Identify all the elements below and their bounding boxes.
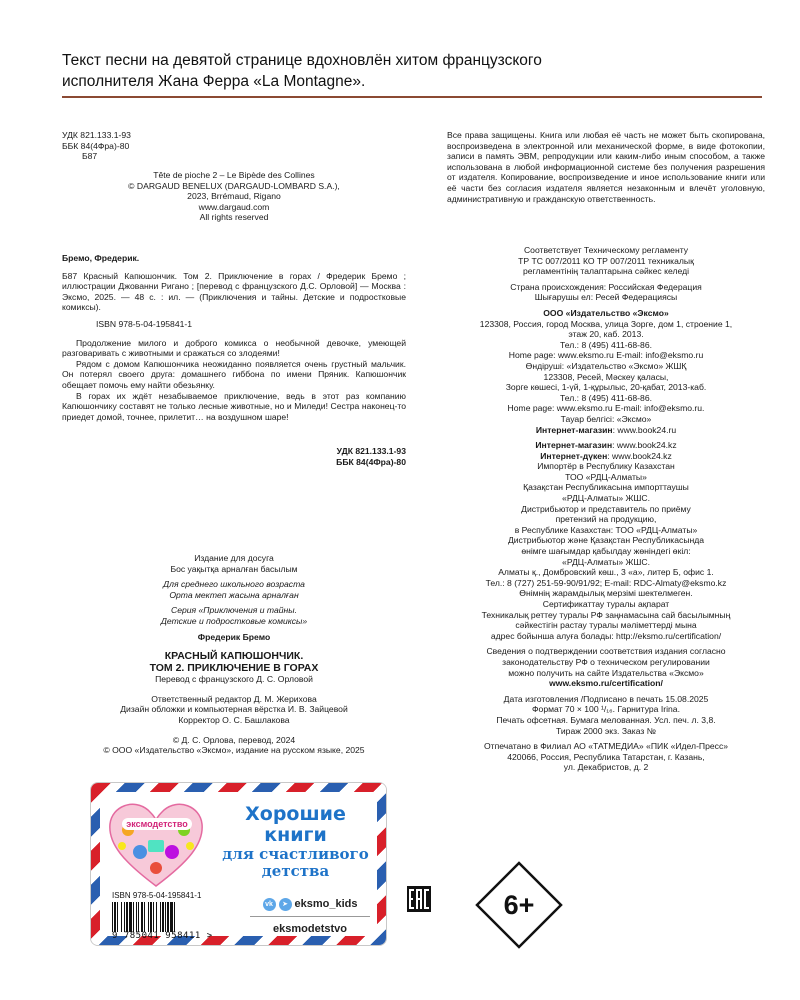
social-row-2 — [240, 919, 380, 939]
book-title-2: ТОМ 2. ПРИКЛЮЧЕНИЕ В ГОРАХ — [149, 661, 319, 674]
publisher-kz-address-1: 123308, Ресей, Мәскеу қаласы, — [543, 371, 669, 382]
rights-notice: Все права защищены. Книга или любая её часть не может быть скопирована, воспроизведена в электронной или механической форме, в виде фотокопии, записи в память ЭВМ, репродукции или каким-либо иным способом, а также использована в любой информационной системе без получения разрешения от издателя. Копирование, воспроизведение и иное использование книги или её части без согласия издателя является незаконным и влечёт уголовную, административную и гражданскую ответственность. — [447, 130, 765, 204]
brand-label: эксмодетство — [122, 818, 192, 830]
annotation-paragraph-1: Продолжение милого и доброго комикса о необычной девочке, умеющей разговаривать с животными и сражаться со злодеями! — [62, 337, 406, 359]
catalog-block — [62, 253, 406, 422]
publisher-phone: Тел.: 8 (495) 411-68-86. — [560, 339, 652, 350]
sticker-inner — [100, 792, 377, 941]
regulation-line-3: регламентінің талаптарына сәйкес келеді — [523, 266, 689, 277]
corrector-credit: Корректор О. С. Башлакова — [178, 714, 290, 725]
print-spec: Печать офсетная. Бумага мелованная. Усл. печ. л. 3,8. — [496, 714, 716, 725]
barcode — [112, 902, 230, 932]
catalog-entry: Б87 Красный Капюшончик. Том 2. Приключение в горах / Фредерик Бремо ; иллюстрации Джованни Ригано ; [перевод с французского Д.С. Орловой] — Москва : Эксмо, 2025. — 48 с. : ил. — (Приключения и тайны. Детские и подростковые комиксы). — [62, 270, 406, 313]
printer-1: Отпечатано в Филиал АО «ТАТМЕДИА» «ПИК «Идел-Пресс» — [483, 741, 729, 752]
leisure-label-kz: Бос уақытқа арналған басылым — [170, 563, 298, 574]
cert-heading: Сертификаттау туралы ақпарат — [542, 599, 670, 609]
slogan-line-3: для счастливого — [222, 845, 369, 863]
bbk-code: ББК 84(4Фра)-80 — [62, 140, 130, 151]
slogan-line-1: Хорошие — [245, 803, 346, 825]
slogan — [218, 804, 373, 880]
almaty-phone: Тел.: 8 (727) 251-59-90/91/92; E-mail: RDC-Almaty@eksmo.kz — [485, 577, 727, 588]
barcode-bar — [174, 902, 175, 932]
classification-block — [62, 130, 406, 162]
publisher-kz-address-2: Зорге көшесі, 1-үй, 1-құрылыс, 20-қабат, 2013-каб. — [505, 382, 707, 393]
author-name: Фредерик Бремо — [197, 631, 271, 642]
trademark: Тауар белгісі: «Эксмо» — [560, 413, 652, 424]
intro-note — [62, 50, 762, 92]
conformity-3: можно получить на сайте Издательства «Эксмо» — [508, 667, 704, 678]
shop-kz: Интернет-магазин: www.book24.kz — [535, 440, 677, 451]
author-mark: Б87 — [82, 151, 98, 162]
promo-sticker — [90, 782, 387, 946]
heart-icon — [104, 796, 208, 892]
intro-line-1: Текст песни на девятой странице вдохновлён хитом французского — [62, 52, 542, 69]
original-site: www.dargaud.com — [198, 201, 270, 212]
imprint-block — [62, 553, 406, 756]
publisher-web-2: Home page: www.eksmo.ru E-mail: info@eksmo.ru. — [507, 403, 705, 414]
conformity-1: Сведения о подтверждении соответствия издания согласно — [486, 646, 726, 657]
intro-line-2: исполнителя Жана Ферра «La Montagne». — [62, 73, 366, 90]
eac-mark-icon — [407, 886, 431, 912]
original-title: Tête de pioche 2 – Le Bipède des Collines — [153, 170, 315, 180]
slogan-line-2: книги — [264, 824, 327, 846]
origin-country-kz: Шығарушы ел: Ресей Федерациясы — [534, 292, 678, 303]
heart-logo — [104, 796, 208, 892]
copyright-publisher: © ООО «Издательство «Эксмо», издание на русском языке, 2025 — [103, 745, 365, 756]
distributor-4: Дистрибьютор және Қазақстан Республикасында — [507, 535, 705, 546]
publisher-address-2: этаж 20, каб. 2013. — [568, 329, 644, 340]
social-handle-2: eksmodetstvo — [273, 923, 347, 935]
social-handle-1: eksmo_kids — [294, 898, 358, 910]
telegram-icon: ➤ — [279, 898, 292, 911]
importer-2: ТОО «РДЦ-Алматы» — [565, 471, 647, 482]
classification-repeat — [62, 446, 406, 467]
shop-ru: Интернет-магазин: www.book24.ru — [535, 424, 677, 435]
importer-1: Импортёр в Республику Казахстан — [537, 461, 675, 472]
conformity-2: законодательству РФ о техническом регулировании — [502, 656, 710, 667]
distributor-5: өнімге шағымдар қабылдау жөніндегі өкіл: — [521, 546, 691, 557]
publisher-info-block — [447, 245, 765, 773]
distributor-1: Дистрибьютор и представитель по приёму — [521, 503, 691, 514]
publisher-kz: Өндіруші: «Издательство «Эксмо» ЖШҚ — [525, 360, 687, 371]
annotation-paragraph-3: В горах их ждёт незабываемое приключение, ведь в этот раз компанию Капюшончику составят не только лесные животные, но и Миледи! Сестра наконец-то приедет домой, точнее, прилетит… на воздушном шаре! — [62, 390, 406, 422]
udk-code-2: УДК 821.133.1-93 — [336, 446, 406, 456]
vk-icon: vk — [263, 898, 276, 911]
production-date: Дата изготовления /Подписано в печать 15.08.2025 — [503, 693, 709, 704]
annotation-paragraph-2: Рядом с домом Капюшончика неожиданно появляется очень грустный мальчик. Он потерял своего друга: домашнего гиббона по имени Пряник. Капюшончик обещает помочь ему найти обезьянку. — [62, 358, 406, 390]
cert-line-2: Техникалық реттеу туралы РФ заңнамасына сай басылымның — [481, 609, 731, 620]
editor-credit: Ответственный редактор Д. М. Жерихова — [151, 693, 317, 704]
eac-icon — [407, 886, 431, 912]
almaty-address: Алматы қ., Домбровский көш., 3 «а», литер Б, офис 1. — [498, 567, 714, 578]
publisher-address-1: 123308, Россия, город Москва, улица Зорге, дом 1, строение 1, — [479, 318, 733, 329]
origin-country: Страна происхождения: Российская Федерация — [510, 281, 702, 292]
age-group-kz: Орта мектеп жасына арналған — [169, 589, 299, 600]
barcode-isbn: ISBN 978-5-04-195841-1 — [112, 891, 202, 900]
barcode-block — [112, 891, 232, 941]
print-run: Тираж 2000 экз. Заказ № — [556, 725, 656, 736]
series-line-2: Детские и подростковые комиксы» — [160, 615, 308, 626]
social-block — [240, 894, 380, 939]
original-rights: All rights reserved — [199, 212, 269, 223]
age-rating — [474, 860, 564, 950]
regulation-line-1: Соответствует Техническому регламенту — [523, 245, 689, 255]
conformity-link: www.eksmo.ru/certification/ — [549, 678, 663, 689]
udk-code: УДК 821.133.1-93 — [62, 130, 131, 140]
publisher-phone-2: Тел.: 8 (495) 411-68-86. — [560, 392, 652, 403]
original-year: 2023, Brrémaud, Rigano — [187, 191, 281, 202]
book-title-1: КРАСНЫЙ КАПЮШОНЧИК. — [164, 650, 304, 663]
copyright-translation: © Д. С. Орлова, перевод, 2024 — [172, 734, 296, 745]
publisher-name: ООО «Издательство «Эксмо» — [543, 307, 669, 318]
original-edition-block — [62, 170, 406, 223]
regulation-line-2: ТР ТС 007/2011 КО ТР 007/2011 техникалық — [518, 255, 694, 266]
distributor-2: претензий на продукцию, — [555, 514, 657, 525]
distributor-6: «РДЦ-Алматы» ЖШС. — [562, 556, 650, 567]
importer-3: Қазақстан Республикасына импорттаушы — [523, 482, 689, 493]
shop-kz-2: Интернет-дүкен: www.book24.kz — [540, 450, 672, 461]
validity-note: Өнімнің жарамдылық мерзімі шектелмеген. — [519, 588, 693, 599]
designer-credit: Дизайн обложки и компьютерная вёрстка И. В. Зайцевой — [120, 704, 348, 715]
divider-rule — [62, 96, 762, 98]
slogan-line-4: детства — [261, 862, 330, 880]
author-heading: Бремо, Фредерик. — [62, 253, 140, 263]
format-line: Формат 70 × 100 ¹/₁₆. Гарнитура Irina. — [532, 704, 680, 715]
original-copyright: © DARGAUD BENELUX (DARGAUD-LOMBARD S.A.), — [128, 180, 340, 191]
age-group: Для среднего школьного возраста — [163, 579, 305, 590]
cert-line-4: адрес бойынша алуға болады: http://eksmo.ru/certification/ — [490, 630, 722, 641]
printer-3: ул. Декабристов, д. 2 — [563, 762, 649, 773]
series-line-1: Серия «Приключения и тайны. — [170, 605, 297, 616]
distributor-3: в Республике Казахстан: ТОО «РДЦ-Алматы» — [514, 524, 698, 535]
leisure-label: Издание для досуга — [194, 553, 274, 563]
translation-credit: Перевод с французского Д. С. Орловой — [155, 674, 313, 685]
social-row-1 — [240, 894, 380, 914]
isbn-line: ISBN 978-5-04-195841-1 — [96, 318, 193, 329]
publisher-web: Home page: www.eksmo.ru E-mail: info@eksmo.ru — [508, 350, 704, 361]
printer-2: 420066, Россия, Республика Татарстан, г. Казань, — [507, 751, 705, 762]
social-divider — [250, 916, 370, 917]
age-rating-label: 6+ — [503, 890, 535, 920]
barcode-digits: 9 785041 958411 > — [112, 931, 213, 941]
importer-4: «РДЦ-Алматы» ЖШС. — [562, 493, 650, 504]
cert-line-3: сәйкестігін растау туралы мәліметтерді мына — [515, 620, 697, 631]
bbk-code-2: ББК 84(4Фра)-80 — [336, 456, 406, 467]
